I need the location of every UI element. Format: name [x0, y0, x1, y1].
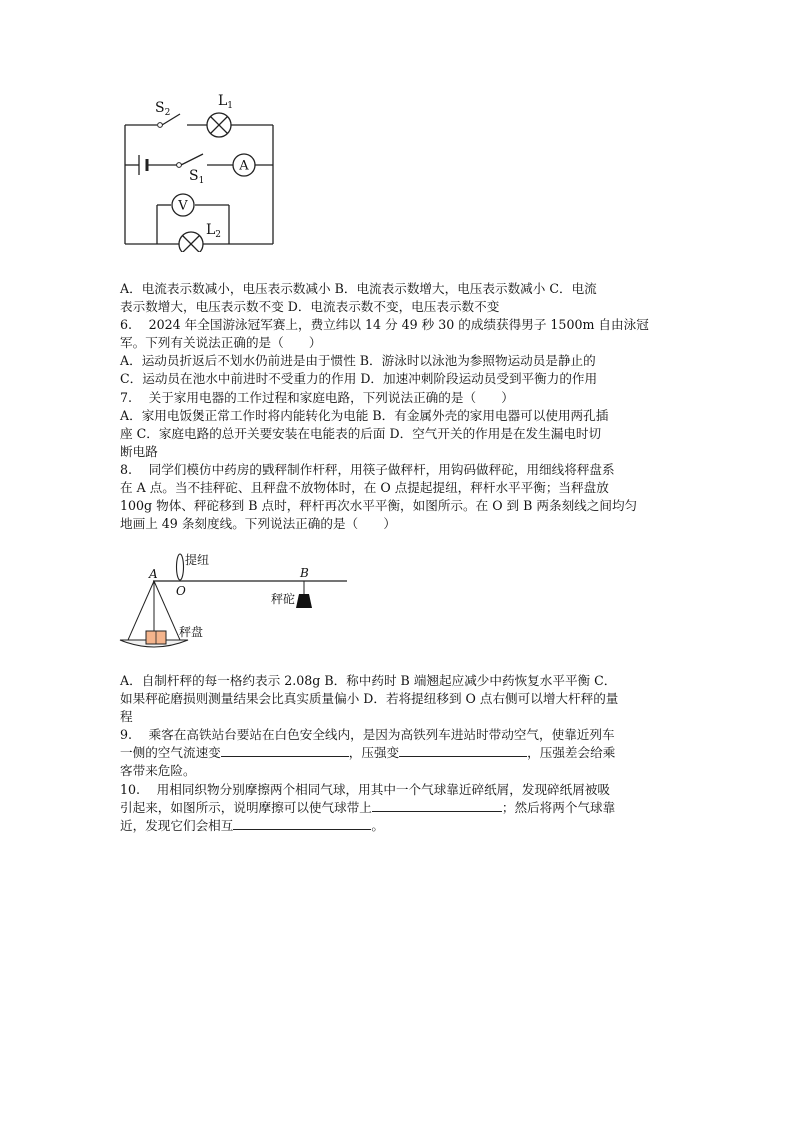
label-s1: $S_1$ [189, 168, 205, 186]
switch-s1-contact [177, 163, 182, 168]
question-9-stem: 9. 乘客在高铁站台要站在白色安全线内，是因为高铁列车进站时带动空气，使靠近列车 [120, 727, 615, 743]
ammeter-label: A [239, 158, 249, 174]
counterweight [296, 594, 312, 608]
answer-blank[interactable] [372, 799, 502, 812]
label-o: O [176, 584, 186, 598]
question-7-stem: 7. 关于家用电器的工作过程和家庭电路，下列说法正确的是（ ） [120, 389, 514, 405]
question-10-stem: 10. 用相同织物分别摩擦两个相同气球，用其中一个气球靠近碎纸屑，发现碎纸屑被吸 [120, 781, 611, 797]
question-8-options: A．自制杆秤的每一格约表示 2.08g B．称中药时 B 端翘起应减少中药恢复水平平衡 C． [120, 673, 617, 688]
label-l2: $L_2$ [206, 222, 222, 240]
text-segment: ，压强差会给乘 [527, 745, 616, 761]
answer-blank[interactable] [233, 817, 371, 830]
label-b: B [300, 566, 309, 580]
question-8-stem: 8. 同学们模仿中药房的戥秤制作杆秤，用筷子做秤杆，用钩码做秤砣，用细线将秤盘系 [120, 461, 615, 477]
label-tiniu: 提纽 [185, 553, 210, 567]
question-6-options: A．运动员折返后不划水仍前进是由于惯性 B．游泳时以泳池为参照物运动员是静止的 [120, 353, 596, 369]
label-s2: $S_2$ [155, 100, 171, 118]
handle-knob [177, 554, 184, 580]
label-l1: $L_1$ [218, 93, 234, 111]
text-segment: ，压强变 [348, 745, 400, 761]
text-segment: 。 [371, 817, 384, 833]
question-8-options: 如果秤砣磨损则测量结果会比真实质量偏小 D．若将提纽移到 O 点右侧可以增大杆秤的量 [120, 691, 619, 707]
text-line: 军。下列有关说法正确的是（ ） [120, 335, 322, 351]
questions-block-1 [120, 280, 680, 533]
text-line: 100g 物体、秤砣移到 B 点时，秤杆再次水平平衡，如图所示。在 O 到 B 两条刻线之间均匀 [120, 498, 638, 514]
questions-block-2 [120, 672, 680, 835]
question-7-options: A．家用电饭煲正常工作时将内能转化为电能 B．有金属外壳的家用电器可以使用两孔插 [120, 407, 609, 423]
question-6-stem: 6. 2024 年全国游泳冠军赛上，费立纬以 14 分 49 秒 30 的成绩获得男子 1500m 自由泳冠 [120, 317, 649, 333]
label-a: A [149, 567, 158, 581]
battery-symbol [139, 155, 147, 175]
text-line: 断电路 [120, 443, 158, 459]
question-7-options: 座 C．家庭电路的总开关要安装在电能表的后面 D．空气开关的作用是在发生漏电时切 [120, 425, 602, 441]
text-segment: 近，发现它们会相互 [120, 817, 234, 833]
text-line: 客带来危险。 [120, 763, 196, 779]
question-6-options: C．运动员在池水中前进时不受重力的作用 D．加速冲刺阶段运动员受到平衡力的作用 [120, 371, 598, 387]
text-segment: ；然后将两个气球靠 [501, 799, 616, 815]
switch-s2-contact [158, 123, 163, 128]
question-10-blanks [120, 817, 680, 835]
ammeter-symbol [233, 154, 255, 176]
text-line: 在 A 点。当不挂秤砣、且秤盘不放物体时，在 O 点提起提纽，秤杆水平平衡；当秤盘放 [120, 480, 609, 496]
lamp-l2 [179, 232, 203, 252]
answer-blank[interactable] [221, 744, 349, 757]
lamp-l1 [207, 113, 231, 137]
text-line: A．电流表示数减小，电压表示数减小 B．电流表示数增大，电压表示数减小 C．电流 [120, 281, 597, 296]
voltmeter-label: V [178, 198, 188, 214]
answer-blank[interactable] [399, 744, 527, 757]
text-line: 程 [120, 709, 133, 725]
label-chengpan: 秤盘 [179, 625, 204, 639]
question-10-blanks [120, 799, 680, 817]
text-line: 地画上 49 条刻度线。下列说法正确的是（ ） [120, 516, 396, 532]
question-9-blanks [120, 744, 680, 762]
voltmeter-symbol [172, 194, 194, 216]
label-chengtuo: 秤砣 [271, 592, 296, 606]
text-segment: 引起来，如图所示，说明摩擦可以使气球带上 [120, 799, 372, 815]
text-line: 表示数增大，电压表示数不变 D．电流表示数不变，电压表示数不变 [120, 299, 500, 315]
circuit-diagram [115, 92, 285, 252]
text-segment: 一侧的空气流速变 [120, 745, 221, 761]
steelyard-diagram [115, 550, 355, 665]
